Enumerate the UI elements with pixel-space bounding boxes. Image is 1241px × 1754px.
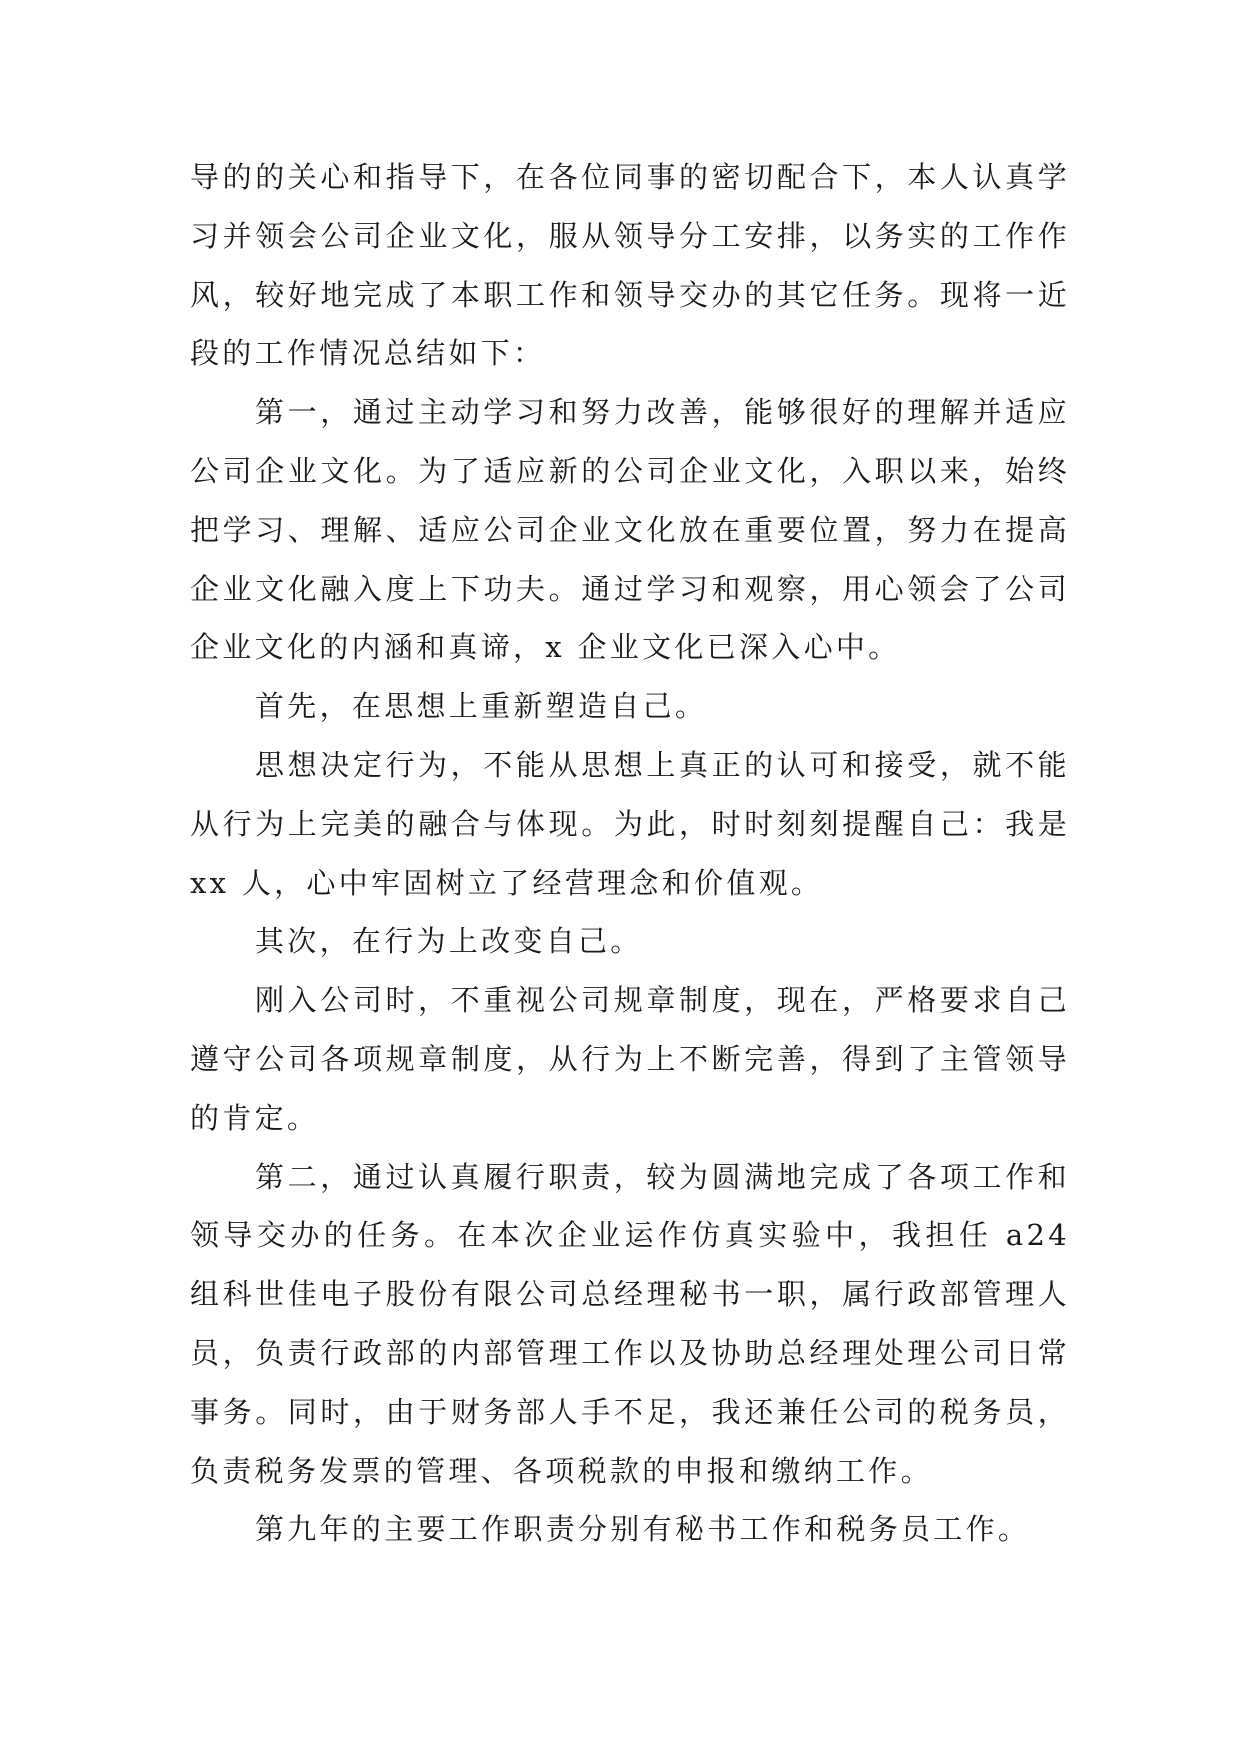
paragraph-2: 第一，通过主动学习和努力改善，能够很好的理解并适应公司企业文化。为了适应新的公司企业文化，入职以来，始终把学习、理解、适应公司企业文化放在重要位置，努力在提高企业文化融入度上下功夫。通过学习和观察，用心领会了公司企业文化的内涵和真谛，x 企业文化已深入心中。 (190, 395, 1070, 665)
document-body (190, 148, 1070, 1559)
paragraph-5: 其次，在行为上改变自己。 (255, 924, 643, 959)
paragraph-4: 思想决定行为，不能从思想上真正的认可和接受，就不能从行为上完美的融合与体现。为此，时时刻刻提醒自己：我是 xx 人，心中牢固树立了经营理念和价值观。 (190, 747, 1070, 900)
paragraph-8: 第九年的主要工作职责分别有秘书工作和税务员工作。 (255, 1512, 1031, 1547)
paragraph-1: 导的的关心和指导下，在各位同事的密切配合下，本人认真学习并领会公司企业文化，服从领导分工安排，以务实的工作作风，较好地完成了本职工作和领导交办的其它任务。现将一近段的工作情况总结如下： (190, 160, 1070, 371)
paragraph-6: 刚入公司时，不重视公司规章制度，现在，严格要求自己遵守公司各项规章制度，从行为上不断完善，得到了主管领导的肯定。 (190, 983, 1070, 1135)
paragraph-7: 第二，通过认真履行职责，较为圆满地完成了各项工作和领导交办的任务。在本次企业运作仿真实验中，我担任 a24 组科世佳电子股份有限公司总经理秘书一职，属行政部管理人员，负责行政部的内部管理工作以及协助总经理处理公司日常事务。同时，由于财务部人手不足，我还兼任公司的税务员，负责税务发票的管理、各项税款的申报和缴纳工作。 (190, 1159, 1070, 1488)
paragraph-3: 首先，在思想上重新塑造自己。 (255, 689, 708, 724)
